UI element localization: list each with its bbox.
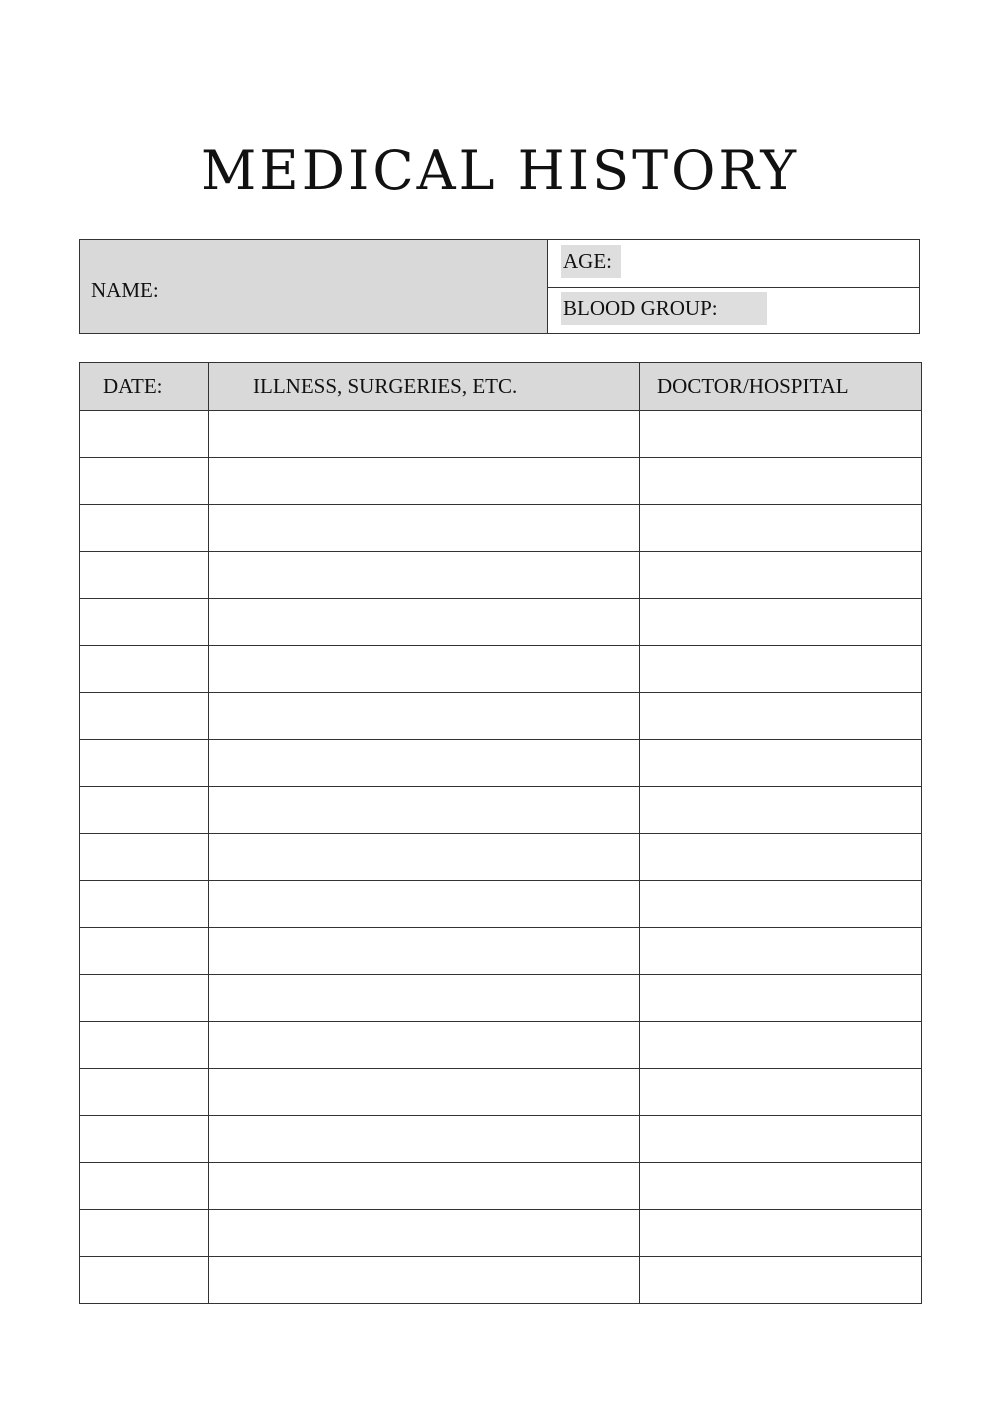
doctor-hospital-cell[interactable] [640,787,922,834]
table-row [80,552,922,599]
illness-cell[interactable] [209,552,640,599]
table-row [80,1022,922,1069]
table-row [80,834,922,881]
doctor-hospital-cell[interactable] [640,881,922,928]
table-row [80,646,922,693]
doctor-hospital-cell[interactable] [640,1163,922,1210]
blood-group-label: BLOOD GROUP: [561,292,767,325]
illness-cell[interactable] [209,740,640,787]
doctor-hospital-cell[interactable] [640,599,922,646]
doctor-hospital-cell[interactable] [640,646,922,693]
illness-cell[interactable] [209,646,640,693]
doctor-hospital-cell[interactable] [640,928,922,975]
illness-cell[interactable] [209,1022,640,1069]
doctor-hospital-cell[interactable] [640,740,922,787]
table-row [80,411,922,458]
doctor-hospital-cell[interactable] [640,693,922,740]
date-cell[interactable] [80,599,209,646]
illness-cell[interactable] [209,928,640,975]
illness-cell[interactable] [209,881,640,928]
doctor-hospital-cell[interactable] [640,1257,922,1304]
illness-cell[interactable] [209,834,640,881]
date-cell[interactable] [80,834,209,881]
page-title: MEDICAL HISTORY [200,139,800,203]
illness-cell[interactable] [209,975,640,1022]
age-field[interactable] [548,240,919,288]
column-header-illness: ILLNESS, SURGERIES, ETC. [209,363,640,411]
table-row [80,1257,922,1304]
date-cell[interactable] [80,411,209,458]
date-cell[interactable] [80,881,209,928]
table-row [80,740,922,787]
table-row [80,975,922,1022]
date-cell[interactable] [80,1163,209,1210]
doctor-hospital-cell[interactable] [640,1116,922,1163]
date-cell[interactable] [80,975,209,1022]
table-header-row [80,363,922,411]
table-row [80,1210,922,1257]
column-header-date: DATE: [80,363,209,411]
doctor-hospital-cell[interactable] [640,505,922,552]
column-header-doctor: DOCTOR/HOSPITAL [640,363,922,411]
age-label: AGE: [561,245,621,278]
doctor-hospital-cell[interactable] [640,1069,922,1116]
table-row [80,458,922,505]
date-cell[interactable] [80,693,209,740]
doctor-hospital-cell[interactable] [640,975,922,1022]
illness-cell[interactable] [209,1069,640,1116]
date-cell[interactable] [80,1069,209,1116]
table-row [80,693,922,740]
doctor-hospital-cell[interactable] [640,552,922,599]
table-row [80,505,922,552]
name-field[interactable] [80,240,548,333]
date-cell[interactable] [80,1210,209,1257]
date-cell[interactable] [80,646,209,693]
illness-cell[interactable] [209,1116,640,1163]
table-body [80,411,922,1304]
table-row [80,1163,922,1210]
illness-cell[interactable] [209,1210,640,1257]
date-cell[interactable] [80,740,209,787]
doctor-hospital-cell[interactable] [640,1022,922,1069]
table-row [80,599,922,646]
table-row [80,1069,922,1116]
doctor-hospital-cell[interactable] [640,411,922,458]
medical-history-table [79,362,922,1304]
doctor-hospital-cell[interactable] [640,834,922,881]
table-row [80,1116,922,1163]
illness-cell[interactable] [209,1257,640,1304]
illness-cell[interactable] [209,458,640,505]
patient-info-box [79,239,920,334]
date-cell[interactable] [80,1116,209,1163]
illness-cell[interactable] [209,599,640,646]
table-row [80,881,922,928]
illness-cell[interactable] [209,505,640,552]
date-cell[interactable] [80,1257,209,1304]
illness-cell[interactable] [209,1163,640,1210]
name-label: NAME: [91,278,159,302]
date-cell[interactable] [80,458,209,505]
date-cell[interactable] [80,787,209,834]
blood-group-field[interactable] [548,288,919,333]
date-cell[interactable] [80,928,209,975]
doctor-hospital-cell[interactable] [640,1210,922,1257]
date-cell[interactable] [80,552,209,599]
date-cell[interactable] [80,1022,209,1069]
table-row [80,787,922,834]
table-row [80,928,922,975]
doctor-hospital-cell[interactable] [640,458,922,505]
date-cell[interactable] [80,505,209,552]
illness-cell[interactable] [209,411,640,458]
illness-cell[interactable] [209,693,640,740]
illness-cell[interactable] [209,787,640,834]
